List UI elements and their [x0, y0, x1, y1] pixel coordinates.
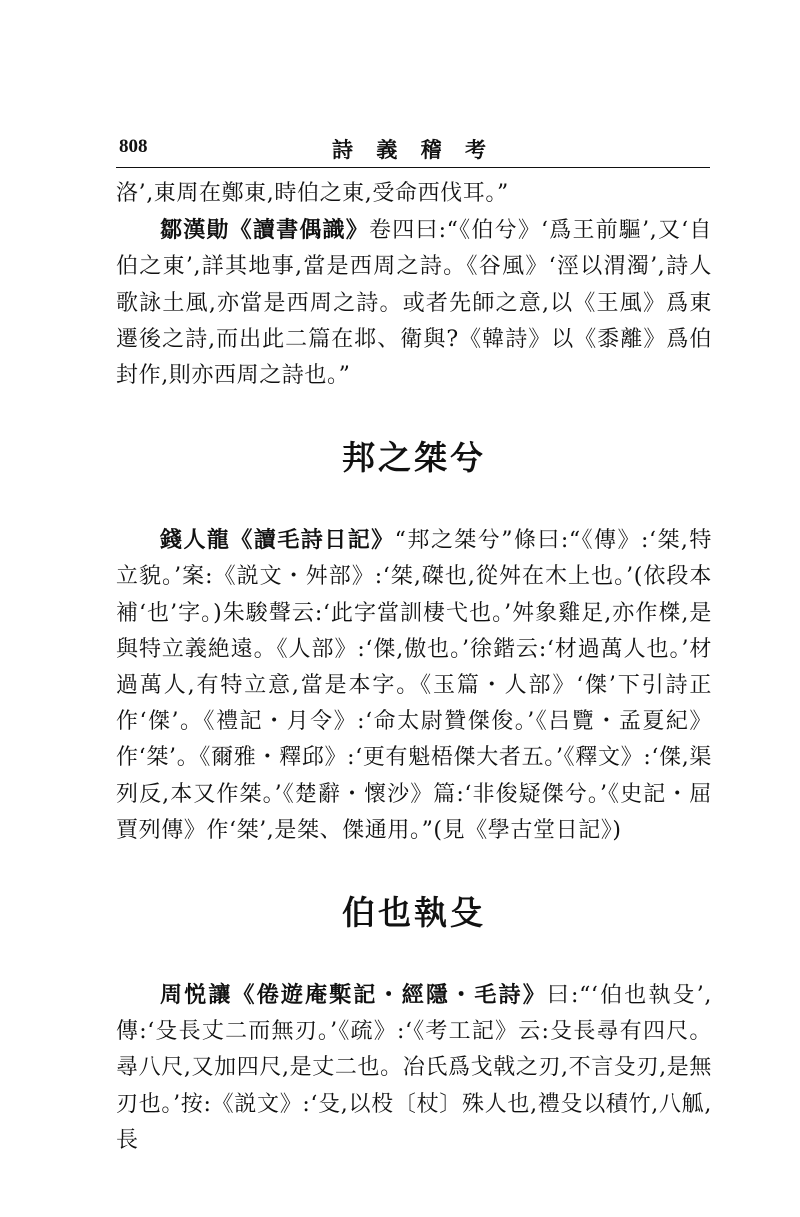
author-work: 周悦讓《倦遊庵槧記・經隱・毛詩》: [160, 982, 547, 1009]
page-header: [116, 134, 710, 164]
paragraph-zou-hanxun: [116, 212, 712, 394]
paragraph-text: 卷四曰:“《伯兮》‘爲王前驅’,又‘自伯之東’,詳其地事,當是西周之詩。《谷風》‘涇以渭濁’,詩人歌詠土風,亦當是西周之詩。或者先師之意,以《王風》爲東遷後之詩,而出此二篇在邶、衛與?《韓詩》以《黍離》爲伯封作,則亦西周之詩也。”: [116, 218, 712, 389]
page-body: [116, 176, 712, 1159]
header-rule: [116, 167, 710, 168]
page-number: 808: [119, 136, 148, 157]
paragraph-qian-renlong: [116, 522, 712, 849]
running-title: 詩 義 稽 考: [332, 137, 494, 162]
paragraph-continuation: 洛’,東周在鄭東,時伯之東,受命西伐耳。”: [116, 181, 509, 206]
paragraph-text: “邦之桀兮”條曰:“《傳》:‘桀,特立貌。’案:《説文・舛部》:‘桀,磔也,從舛在木上也。’(依段本補‘也’字。)朱駿聲云:‘此字當訓棲弋也。’舛象雞足,亦作榤,是與特立義絶遠。《人部》:‘傑,傲也。’徐鍇云:‘材過萬人也。’材過萬人,有特立意,當是本字。《玉篇・人部》‘傑’下引詩正作‘傑’。《禮記・月令》:‘命太尉贊傑俊。’《吕覽・孟夏紀》作‘桀’。《爾雅・釋邱》:‘更有魁梧傑大者五。’《釋文》:‘傑,渠列反,本又作桀。’《楚辭・懷沙》篇:‘非俊疑傑兮。’《史記・屈賈列傳》作‘桀’,是桀、傑通用。”(見《學古堂日記》): [116, 528, 712, 843]
author-work: 鄒漢勛《讀書偶識》: [160, 217, 369, 244]
author-work: 錢人龍《讀毛詩日記》: [160, 527, 395, 554]
paragraph-zhou-yuerang: [116, 977, 712, 1159]
section-title: 伯也執殳: [342, 893, 486, 933]
section-title: 邦之桀兮: [342, 438, 486, 478]
paragraph-text: 曰:“‘伯也執殳’,傳:‘殳長丈二而無刃。’《疏》:‘《考工記》云:殳長尋有四尺。尋八尺,又加四尺,是丈二也。冶氏爲戈戟之刃,不言殳刃,是無刃也。’按:《説文》:‘殳,以杸〔杖〕殊人也,禮殳以積竹,八觚,長: [116, 983, 712, 1153]
